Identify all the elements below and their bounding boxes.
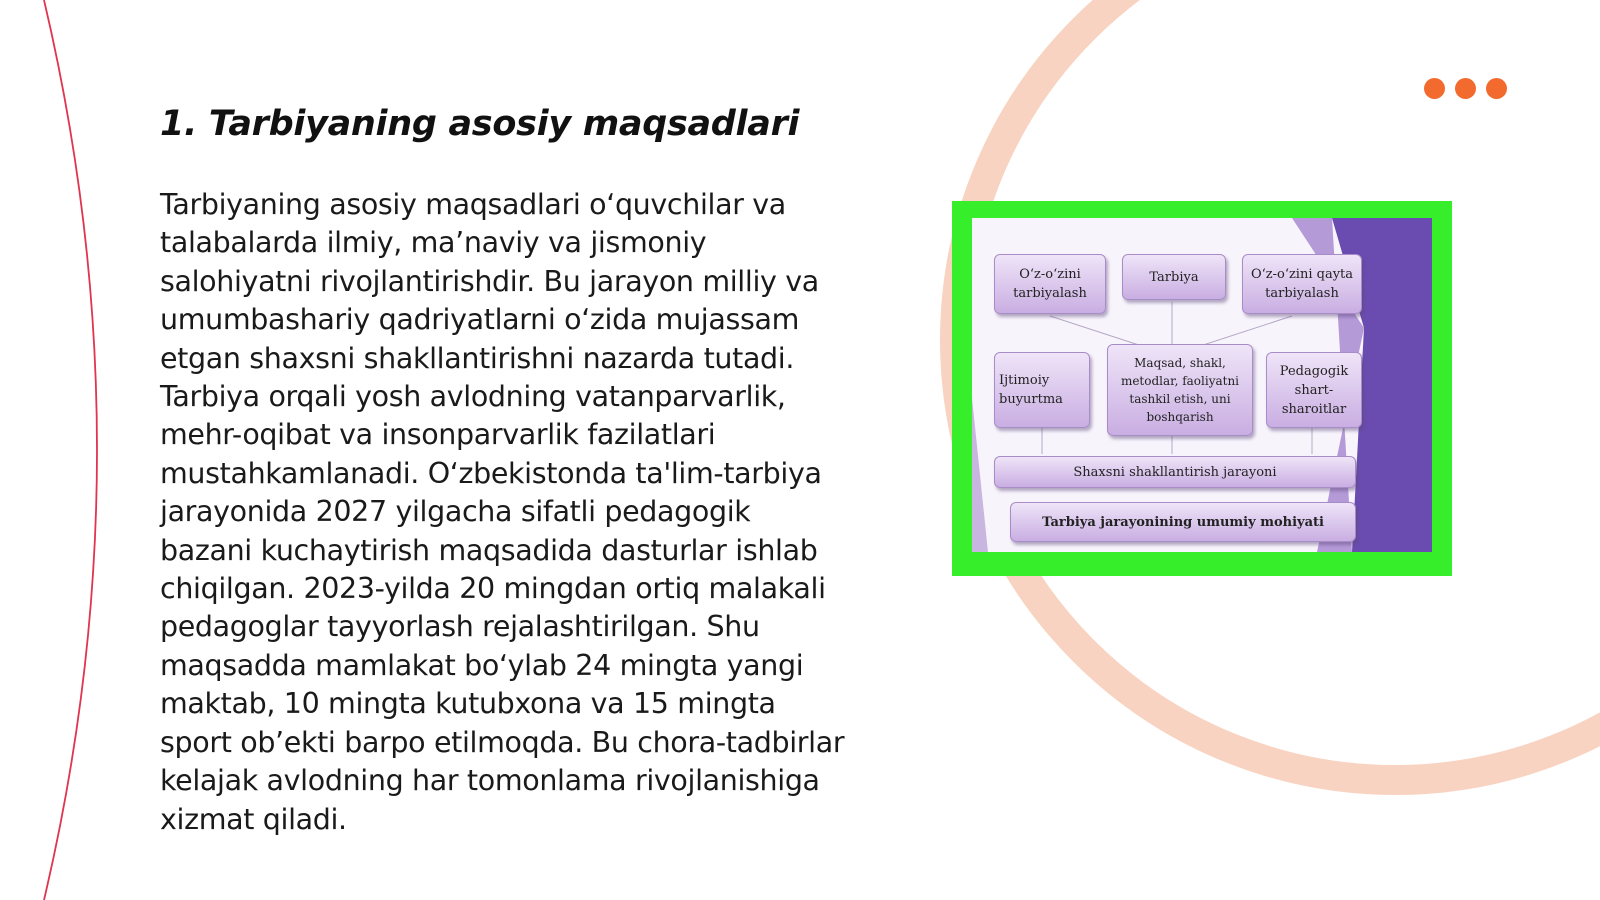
diagram-box-self-education: Oʻz-oʻzini tarbiyalash — [994, 254, 1106, 314]
dot — [1424, 78, 1445, 99]
more-dots-icon — [1424, 78, 1507, 99]
diagram-bar-personality-formation: Shaxsni shakllantirish jarayoni — [994, 456, 1356, 488]
diagram-box-goals-methods: Maqsad, shakl, metodlar, faoliyatni tashkil etish, uni boshqarish — [1107, 344, 1253, 436]
diagram-box-tarbiya: Tarbiya — [1122, 254, 1226, 300]
diagram-image-frame — [952, 201, 1452, 576]
left-shade-decoration — [972, 398, 988, 552]
diagram-bar-general-essence: Tarbiya jarayonining umumiy mohiyati — [1010, 502, 1356, 542]
dot — [1455, 78, 1476, 99]
diagram-box-social-order: Ijtimoiy buyurtma — [994, 352, 1090, 428]
slide-title: 1. Tarbiyaning asosiy maqsadlari — [160, 104, 800, 144]
diagram-box-pedagogical-conditions: Pedagogik shart-sharoitlar — [1266, 352, 1362, 428]
dot — [1486, 78, 1507, 99]
slide-body-text: Tarbiyaning asosiy maqsadlari oʻquvchilar va talabalarda ilmiy, ma’naviy va jismoniy salohiyatni rivojlantirishdir. Bu jarayon milliy va umumbashariy qadriyatlarni oʻzida mujassam etgan shaxsni shakllantirishni nazarda tutadi. Tarbiya orqali yosh avlodning vatanparvarlik, mehr-oqibat va insonparvarlik fazilatlari mustahkamlanadi. Oʻzbekistonda ta'lim-tarbiya jarayonida 2027 yilgacha sifatli pedagogik bazani kuchaytirish maqsadida dasturlar ishlab chiqilgan. 2023-yilda 20 mingdan ortiq malakali pedagoglar tayyorlash rejalashtirilgan. Shu maqsadda mamlakat boʻylab 24 mingta yangi maktab, 10 mingta kutubxona va 15 mingta sport ob’ekti barpo etilmoqda. Bu chora-tadbirlar kelajak avlodning har tomonlama rivojlanishiga xizmat qiladi. — [160, 188, 845, 836]
diagram-box-self-reeducation: Oʻz-oʻzini qayta tarbiyalash — [1242, 254, 1362, 314]
tarbiya-diagram — [972, 218, 1432, 552]
left-arc-line — [44, 0, 97, 900]
